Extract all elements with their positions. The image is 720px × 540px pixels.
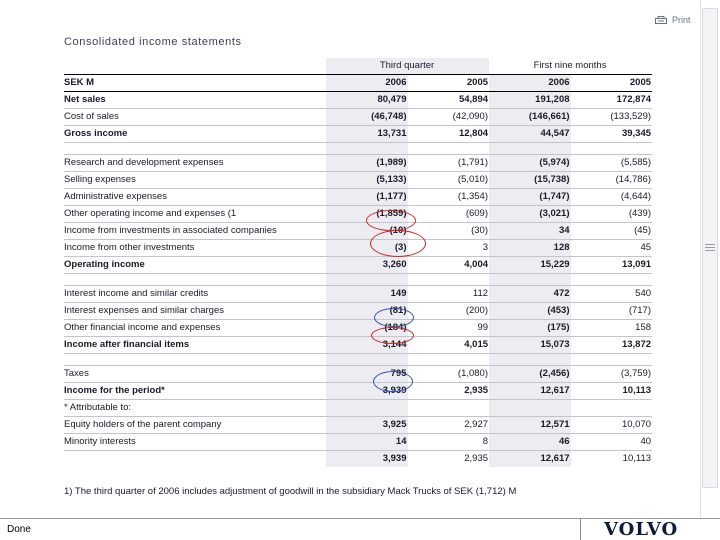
cell-value: 54,894 — [408, 91, 490, 108]
row-label: Interest income and similar credits — [64, 285, 326, 302]
row-label: Income from investments in associated companies — [64, 222, 326, 239]
cell-value: 15,073 — [489, 336, 571, 353]
row-label: Taxes — [64, 365, 326, 382]
cell-value: 3,939 — [326, 450, 408, 467]
cell-value: 3,939 — [326, 382, 408, 399]
cell-value: 191,208 — [489, 91, 571, 108]
cell-value: (46,748) — [326, 108, 408, 125]
period-header-row — [64, 58, 652, 74]
row-label: Gross income — [64, 125, 326, 142]
cell-value: 149 — [326, 285, 408, 302]
row-label: Research and development expenses — [64, 154, 326, 171]
income-statement-table — [64, 58, 652, 467]
cell-value: 12,804 — [408, 125, 490, 142]
cell-value: (609) — [408, 205, 490, 222]
cell-value: 39,345 — [571, 125, 653, 142]
total-row — [64, 450, 652, 467]
spacer-row — [64, 142, 652, 154]
year-header: 2005 — [571, 74, 653, 91]
cell-value: 540 — [571, 285, 653, 302]
period-header-first-nine-months: First nine months — [489, 58, 652, 74]
cell-value: (5,585) — [571, 154, 653, 171]
row-label: Selling expenses — [64, 171, 326, 188]
row-label: Operating income — [64, 256, 326, 273]
cell-value: 80,479 — [326, 91, 408, 108]
cell-value: 2,935 — [464, 453, 489, 465]
cell-value: (5,974) — [489, 154, 571, 171]
cell-value: (1,080) — [408, 365, 490, 382]
period-header-third-quarter: Third quarter — [326, 58, 489, 74]
cell-value: 12,617 — [489, 382, 571, 399]
cell-value: (200) — [408, 302, 490, 319]
table-row — [64, 433, 652, 450]
cell-value: (5,133) — [326, 171, 408, 188]
cell-value: 15,229 — [489, 256, 571, 273]
table-row — [64, 336, 652, 353]
cell-value: (45) — [571, 222, 653, 239]
cell-value: 13,091 — [571, 256, 653, 273]
cell-value: 4,015 — [408, 336, 490, 353]
row-label: Income for the period* — [64, 382, 326, 399]
currency-label: SEK M — [64, 74, 326, 91]
cell-value: 2,935 — [408, 382, 490, 399]
cell-value: (81) — [326, 302, 408, 319]
table-row — [64, 205, 652, 222]
table-row — [64, 188, 652, 205]
row-label: Minority interests — [64, 433, 326, 450]
cell-value: (1,747) — [489, 188, 571, 205]
table-row — [64, 302, 652, 319]
row-label: Other financial income and expenses — [64, 319, 326, 336]
cell-value: 40 — [571, 433, 653, 450]
row-label: Cost of sales — [64, 108, 326, 125]
scroll-grip-icon — [705, 244, 715, 252]
table-row — [64, 171, 652, 188]
print-link[interactable] — [655, 15, 691, 25]
cell-value: 472 — [489, 285, 571, 302]
cell-value: (1,177) — [326, 188, 408, 205]
cell-value: 14 — [326, 433, 408, 450]
cell-value: (3,021) — [489, 205, 571, 222]
cell-value: 3,925 — [326, 416, 408, 433]
cell-value: (1,859) — [326, 205, 408, 222]
cell-value: 13,731 — [326, 125, 408, 142]
table-row — [64, 365, 652, 382]
cell-value: 795 — [326, 365, 408, 382]
cell-value: (146,661) — [489, 108, 571, 125]
row-label: Interest expenses and similar charges — [64, 302, 326, 319]
cell-value: (14,786) — [571, 171, 653, 188]
cell-value: (717) — [571, 302, 653, 319]
cell-value: (10) — [326, 222, 408, 239]
spacer-row — [64, 353, 652, 365]
cell-value: (133,529) — [571, 108, 653, 125]
printer-icon — [655, 16, 667, 25]
table-row — [64, 416, 652, 433]
cell-value: 10,113 — [571, 382, 653, 399]
cell-value: 99 — [408, 319, 490, 336]
cell-value: 8 — [408, 433, 490, 450]
cell-value: (439) — [571, 205, 653, 222]
status-divider — [580, 518, 581, 540]
row-label: Administrative expenses — [64, 188, 326, 205]
cell-value: 128 — [489, 239, 571, 256]
table-row — [64, 154, 652, 171]
cell-value: (15,738) — [489, 171, 571, 188]
cell-value: (175) — [489, 319, 571, 336]
cell-value: 45 — [571, 239, 653, 256]
cell-value: (42,090) — [408, 108, 490, 125]
cell-value: 3,144 — [326, 336, 408, 353]
print-label[interactable]: Print — [672, 15, 691, 25]
spacer-row — [64, 273, 652, 285]
table-row — [64, 399, 652, 416]
row-label: Income from other investments — [64, 239, 326, 256]
cell-value: (3,759) — [571, 365, 653, 382]
cell-value: 12,571 — [489, 416, 571, 433]
table-row — [64, 319, 652, 336]
cell-value: 44,547 — [489, 125, 571, 142]
cell-value: 10,070 — [571, 416, 653, 433]
year-header: 2006 — [489, 74, 571, 91]
cell-value: (1,791) — [408, 154, 490, 171]
footnote: 1) The third quarter of 2006 includes adjustment of goodwill in the subsidiary Mack Trucks of SEK (1,712) M — [64, 486, 517, 497]
cell-value: 2,927 — [408, 416, 490, 433]
cell-value: (5,010) — [408, 171, 490, 188]
table-row — [64, 256, 652, 273]
cell-value: 158 — [571, 319, 653, 336]
cell-value: (30) — [408, 222, 490, 239]
table-row — [64, 285, 652, 302]
cell-value: (2,456) — [489, 365, 571, 382]
status-text: Done — [7, 524, 31, 535]
year-header: 2005 — [408, 74, 490, 91]
cell-value: (4,644) — [571, 188, 653, 205]
row-label: Income after financial items — [64, 336, 326, 353]
row-label: * Attributable to: — [64, 399, 326, 416]
cell-value: 13,872 — [571, 336, 653, 353]
row-label: Other operating income and expenses (1 — [64, 205, 326, 222]
table-row — [64, 222, 652, 239]
year-header: 2006 — [326, 74, 408, 91]
table-row — [64, 91, 652, 108]
row-label: Equity holders of the parent company — [64, 416, 326, 433]
cell-value: 10,113 — [622, 453, 652, 465]
cell-value: (3) — [326, 239, 408, 256]
cell-value: (453) — [489, 302, 571, 319]
cell-value: 12,617 — [489, 450, 571, 467]
cell-value: (1,989) — [326, 154, 408, 171]
row-label: Net sales — [64, 91, 326, 108]
table-row — [64, 108, 652, 125]
cell-value: 4,004 — [408, 256, 490, 273]
cell-value: 3,260 — [326, 256, 408, 273]
cell-value: 172,874 — [571, 91, 653, 108]
cell-value: 3 — [408, 239, 490, 256]
cell-value: 46 — [489, 433, 571, 450]
cell-value: 112 — [408, 285, 490, 302]
cell-value: (1,354) — [408, 188, 490, 205]
year-header-row — [64, 74, 652, 91]
volvo-logo: VOLVO — [604, 519, 679, 540]
table-row — [64, 382, 652, 399]
cell-value: 34 — [489, 222, 571, 239]
table-row — [64, 125, 652, 142]
table-row — [64, 239, 652, 256]
cell-value: (184) — [326, 319, 408, 336]
page-title: Consolidated income statements — [64, 36, 242, 48]
